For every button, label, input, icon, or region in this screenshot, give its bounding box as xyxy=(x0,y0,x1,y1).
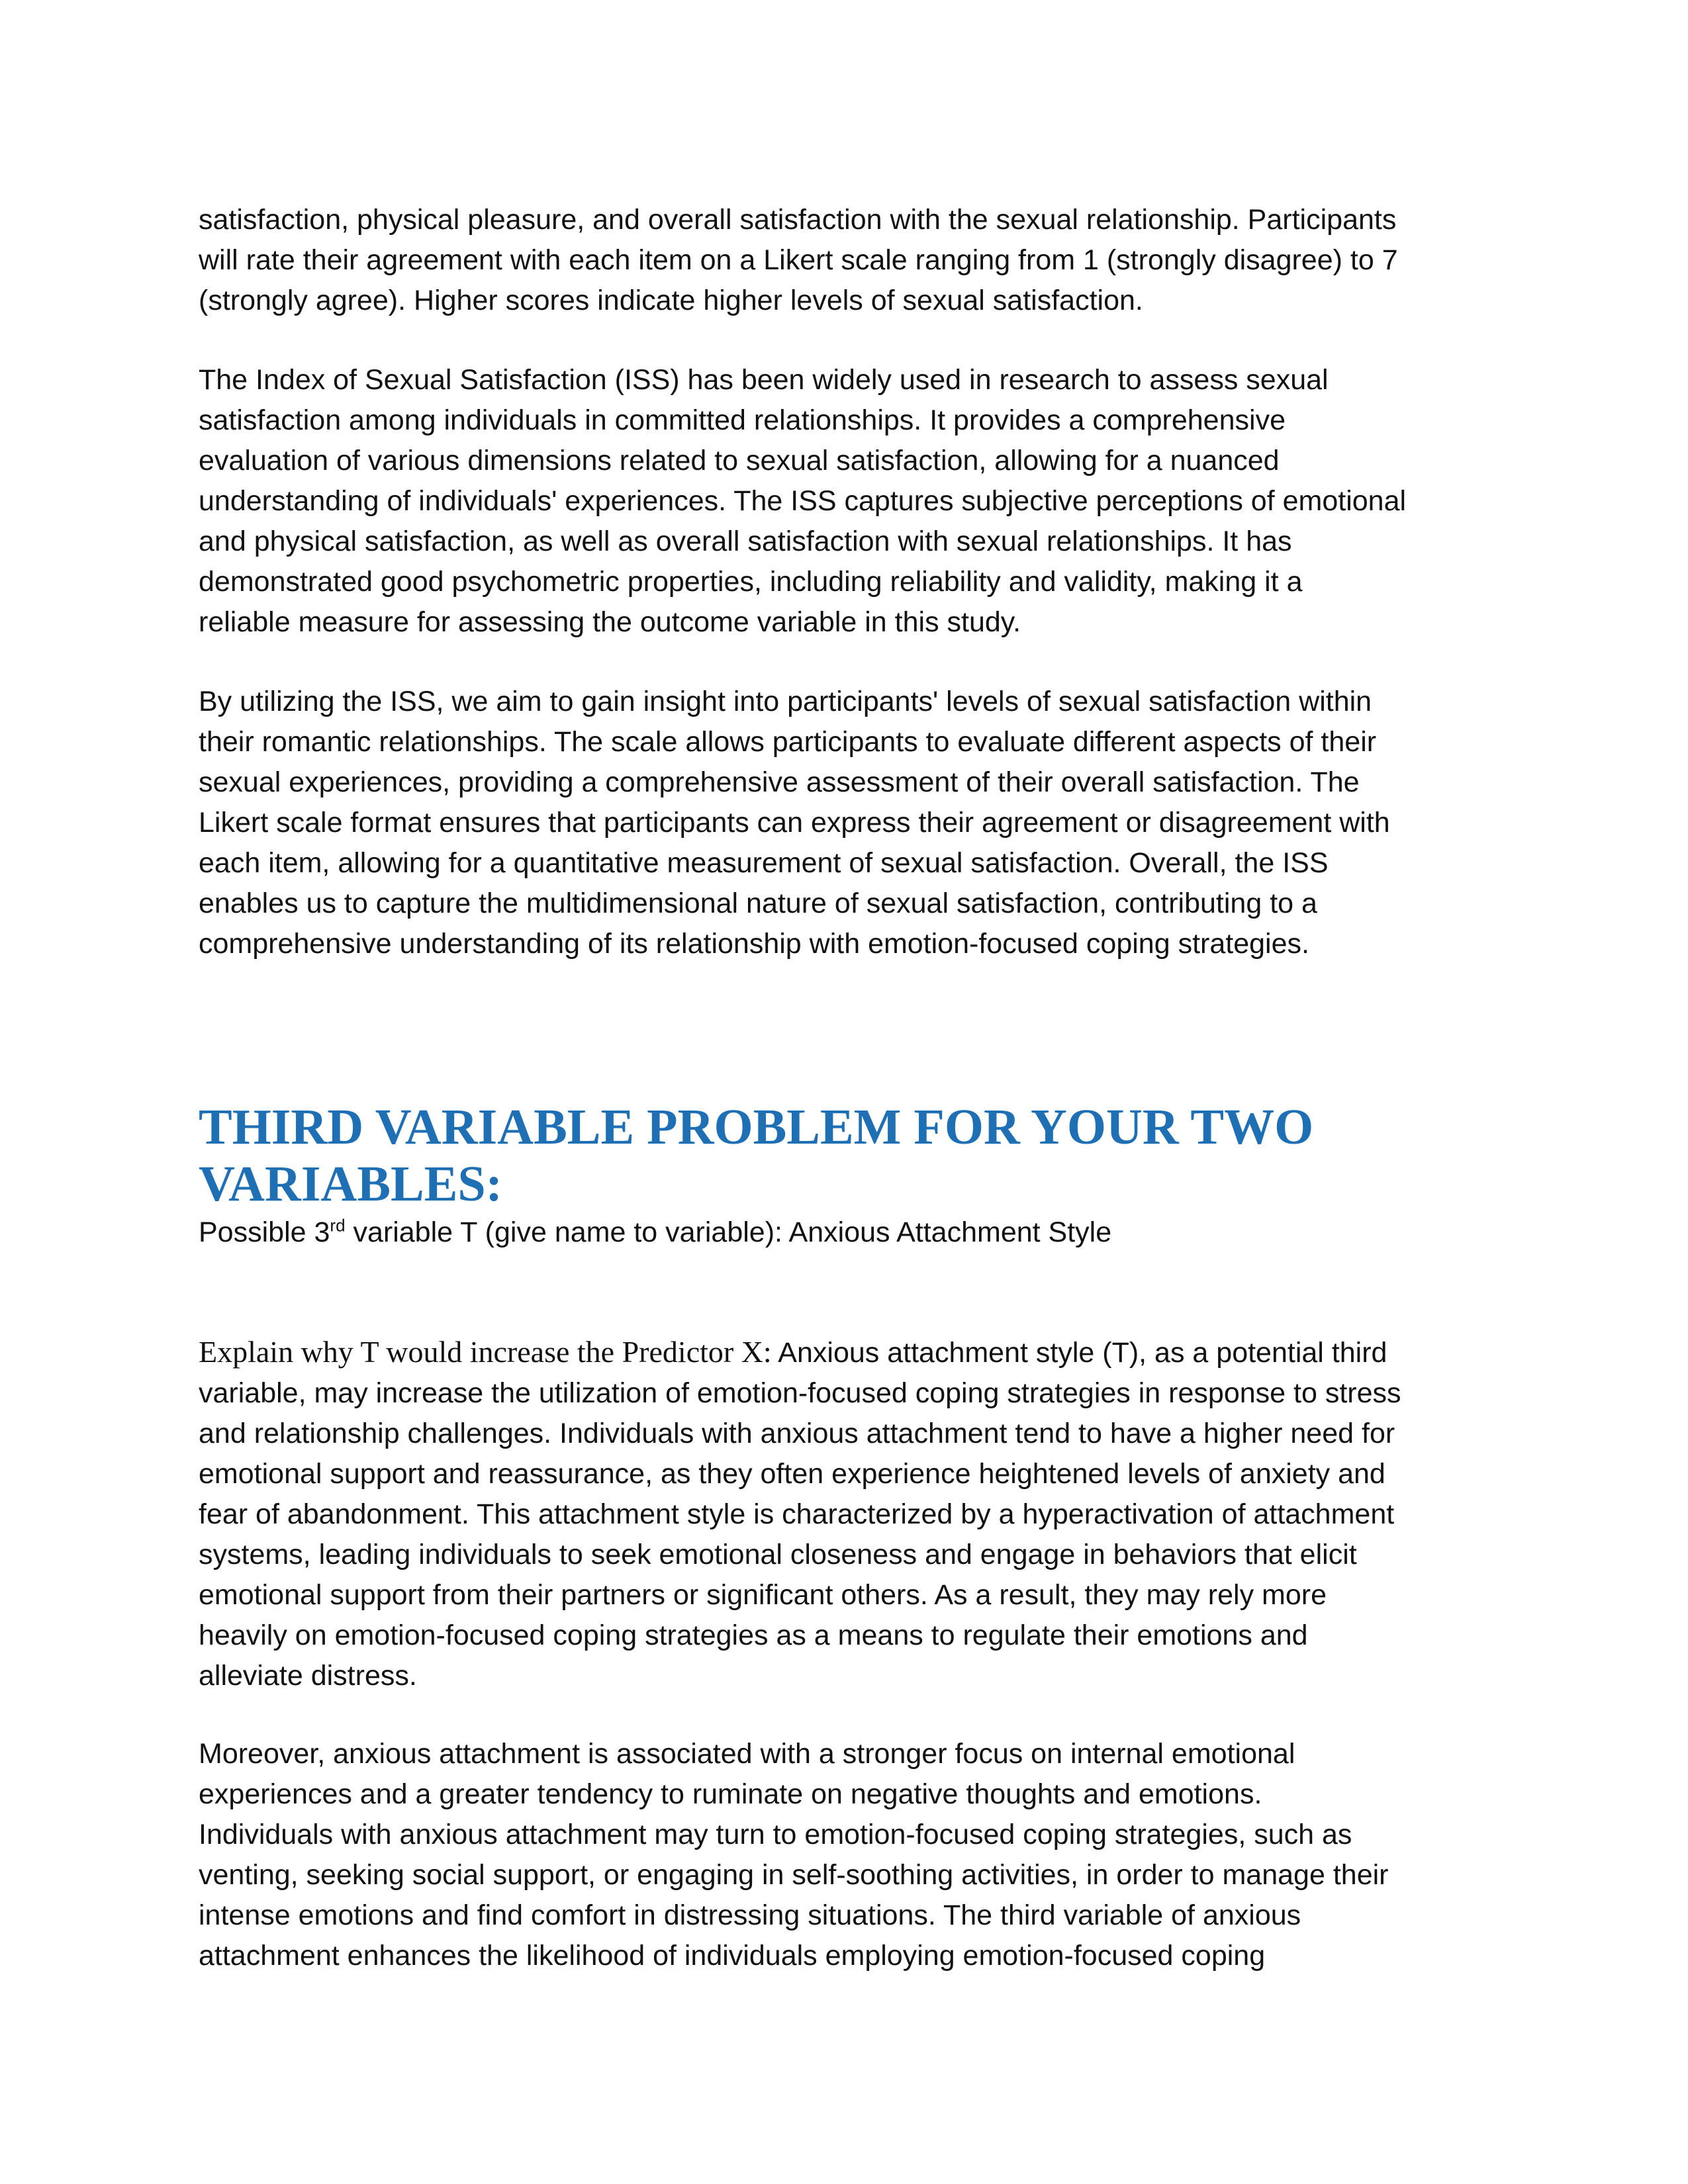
text-line: sexual experiences, providing a comprehensive assessment of their overall satisfaction. The xyxy=(199,766,1360,798)
text-line: Moreover, anxious attachment is associated with a stronger focus on internal emotional xyxy=(199,1738,1295,1770)
text-line xyxy=(199,1212,1496,1253)
text-line: Likert scale format ensures that participants can express their agreement or disagreement with xyxy=(199,807,1390,839)
text-line: attachment enhances the likelihood of individuals employing emotion-focused coping xyxy=(199,1940,1266,1972)
text-line: evaluation of various dimensions related to sexual satisfaction, allowing for a nuanced xyxy=(199,445,1280,477)
text-line: Individuals with anxious attachment may turn to emotion-focused coping strategies, such as xyxy=(199,1819,1352,1850)
paragraph-3 xyxy=(199,682,1496,964)
paragraph-5 xyxy=(199,1734,1496,1976)
text-line: understanding of individuals' experiences. The ISS captures subjective perceptions of emotional xyxy=(199,485,1407,517)
third-variable-suffix: variable T (give name to variable): Anxious Attachment Style xyxy=(345,1216,1112,1248)
text-line: enables us to capture the multidimensional nature of sexual satisfaction, contributing to a xyxy=(199,887,1317,919)
text-line: reliable measure for assessing the outcome variable in this study. xyxy=(199,606,1021,638)
third-variable-prefix: Possible 3 xyxy=(199,1216,330,1248)
heading-line-2: VARIABLES: xyxy=(199,1156,502,1212)
text-line: The Index of Sexual Satisfaction (ISS) has been widely used in research to assess sexual xyxy=(199,364,1329,396)
text-line: emotional support from their partners or significant others. As a result, they may rely more xyxy=(199,1579,1327,1611)
paragraph-2 xyxy=(199,360,1496,643)
text-line: their romantic relationships. The scale allows participants to evaluate different aspects of their xyxy=(199,726,1377,758)
text-line: demonstrated good psychometric properties, including reliability and validity, making it a xyxy=(199,566,1303,598)
text-line: systems, leading individuals to seek emotional closeness and engage in behaviors that elicit xyxy=(199,1539,1357,1570)
ordinal-superscript: rd xyxy=(330,1215,346,1236)
text-line: heavily on emotion-focused coping strategies as a means to regulate their emotions and xyxy=(199,1619,1308,1651)
text-line: By utilizing the ISS, we aim to gain insight into participants' levels of sexual satisfaction within xyxy=(199,686,1372,717)
text-line xyxy=(199,1332,1496,1373)
text-line: alleviate distress. xyxy=(199,1660,417,1692)
text-line: venting, seeking social support, or engaging in self-soothing activities, in order to manage their xyxy=(199,1859,1389,1891)
text-line: each item, allowing for a quantitative measurement of sexual satisfaction. Overall, the ISS xyxy=(199,847,1329,879)
third-variable-line xyxy=(199,1212,1496,1253)
text-line: fear of abandonment. This attachment style is characterized by a hyperactivation of attachment xyxy=(199,1498,1395,1530)
heading-line-1: THIRD VARIABLE PROBLEM FOR YOUR TWO xyxy=(199,1099,1314,1155)
text-line: emotional support and reassurance, as they often experience heightened levels of anxiety and xyxy=(199,1458,1385,1490)
text-line: and relationship challenges. Individuals with anxious attachment tend to have a higher need for xyxy=(199,1418,1395,1449)
text-line: experiences and a greater tendency to ruminate on negative thoughts and emotions. xyxy=(199,1778,1262,1810)
text-line: satisfaction among individuals in committed relationships. It provides a comprehensive xyxy=(199,404,1286,436)
section-heading xyxy=(199,1099,1496,1212)
paragraph-1 xyxy=(199,200,1496,321)
text-line: will rate their agreement with each item on a Likert scale ranging from 1 (strongly disagree) to 7 xyxy=(199,244,1398,276)
text-line: variable, may increase the utilization of emotion-focused coping strategies in response to stress xyxy=(199,1377,1401,1409)
explain-prompt: Explain why T would increase the Predictor X: xyxy=(199,1335,772,1369)
text-line: comprehensive understanding of its relationship with emotion-focused coping strategies. xyxy=(199,928,1309,960)
text-line: intense emotions and find comfort in distressing situations. The third variable of anxious xyxy=(199,1899,1301,1931)
explain-paragraph xyxy=(199,1332,1496,1696)
explain-answer-start: Anxious attachment style (T), as a potential third xyxy=(771,1337,1387,1369)
text-line: satisfaction, physical pleasure, and overall satisfaction with the sexual relationship. Participants xyxy=(199,204,1397,236)
text-line: and physical satisfaction, as well as overall satisfaction with sexual relationships. It has xyxy=(199,525,1292,557)
text-line: (strongly agree). Higher scores indicate higher levels of sexual satisfaction. xyxy=(199,285,1143,316)
